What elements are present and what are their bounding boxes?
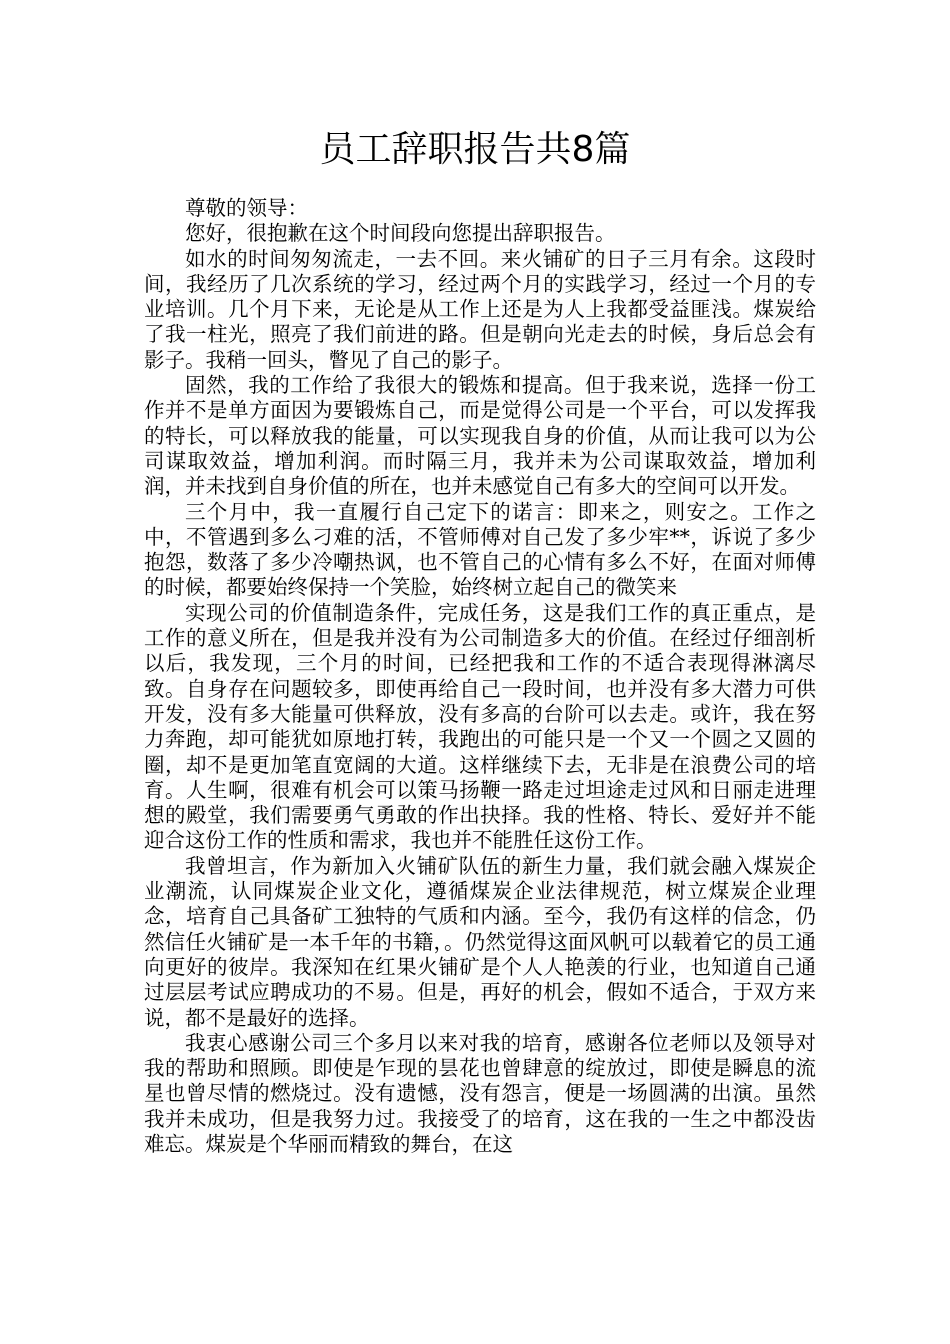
paragraph: 我曾坦言，作为新加入火铺矿队伍的新生力量，我们就会融入煤炭企业潮流，认同煤炭企业文化，遵循煤炭企业法律规范，树立煤炭企业理念，培育自己具备矿工独特的气质和内涵。至今，我仍有这样的信念，仍然信任火铺矿是一本千年的书籍，。仍然觉得这面风帆可以载着它的员工通向更好的彼岸。我深知在红果火铺矿是个人人艳羡的行业，也知道自己通过层层考试应聘成功的不易。但是，再好的机会，假如不适合，于双方来说，都不是最好的选择。 [144,853,816,1030]
paragraph: 我衷心感谢公司三个多月以来对我的培育，感谢各位老师以及领导对我的帮助和照顾。即使是乍现的昙花也曾肆意的绽放过，即使是瞬息的流星也曾尽情的燃烧过。没有遗憾，没有怨言，便是一场圆满的出演。虽然我并未成功，但是我努力过。我接受了的培育，这在我的一生之中都没齿难忘。煤炭是个华丽而精致的舞台，在这 [144,1030,816,1156]
paragraph: 三个月中，我一直履行自己定下的诺言：即来之，则安之。工作之中，不管遇到多么刁难的活，不管师傅对自己发了多少牢**，诉说了多少抱怨，数落了多少冷嘲热讽，也不管自己的心情有多么不好，在面对师傅的时候，都要始终保持一个笑脸，始终树立起自己的微笑来 [144,499,816,600]
document-title: 员工辞职报告共8篇 [319,129,631,170]
paragraph: 实现公司的价值制造条件，完成任务，这是我们工作的真正重点，是工作的意义所在，但是我并没有为公司制造多大的价值。在经过仔细剖析以后，我发现，三个月的时间，已经把我和工作的不适合表现得淋漓尽致。自身存在问题较多，即使再给自己一段时间，也并没有多大潜力可供开发，没有多大能量可供释放，没有多高的台阶可以去走。或许，我在努力奔跑，却可能犹如原地打转，我跑出的可能只是一个又一个圆之又圆的圈，却不是更加笔直宽阔的大道。这样继续下去，无非是在浪费公司的培育。人生啊，很难有机会可以策马扬鞭一路走过坦途走过风和日丽走进理想的殿堂，我们需要勇气勇敢的作出抉择。我的性格、特长、爱好并不能迎合这份工作的性质和需求，我也并不能胜任这份工作。 [144,600,816,853]
salutation: 尊敬的领导： [185,196,308,220]
paragraph: 如水的时间匆匆流走，一去不回。来火铺矿的日子三月有余。这段时间，我经历了几次系统的学习，经过两个月的实践学习，经过一个月的专业培训。几个月下来，无论是从工作上还是为人上我都受益匪浅。煤炭给了我一柱光，照亮了我们前进的路。但是朝向光走去的时候，身后总会有影子。我稍一回头，瞥见了自己的影子。 [144,246,816,372]
paragraph: 固然，我的工作给了我很大的锻炼和提高。但于我来说，选择一份工作并不是单方面因为要锻炼自己，而是觉得公司是一个平台，可以发挥我的特长，可以释放我的能量，可以实现我自身的价值，从而让我可以为公司谋取效益，增加利润。而时隔三月，我并未为公司谋取效益，增加利润，并未找到自身价值的所在，也并未感觉自己有多大的空间可以开发。 [144,373,816,499]
paragraph-greeting: 您好，很抱歉在这个时间段向您提出辞职报告。 [185,221,616,246]
document-body [144,196,816,1157]
